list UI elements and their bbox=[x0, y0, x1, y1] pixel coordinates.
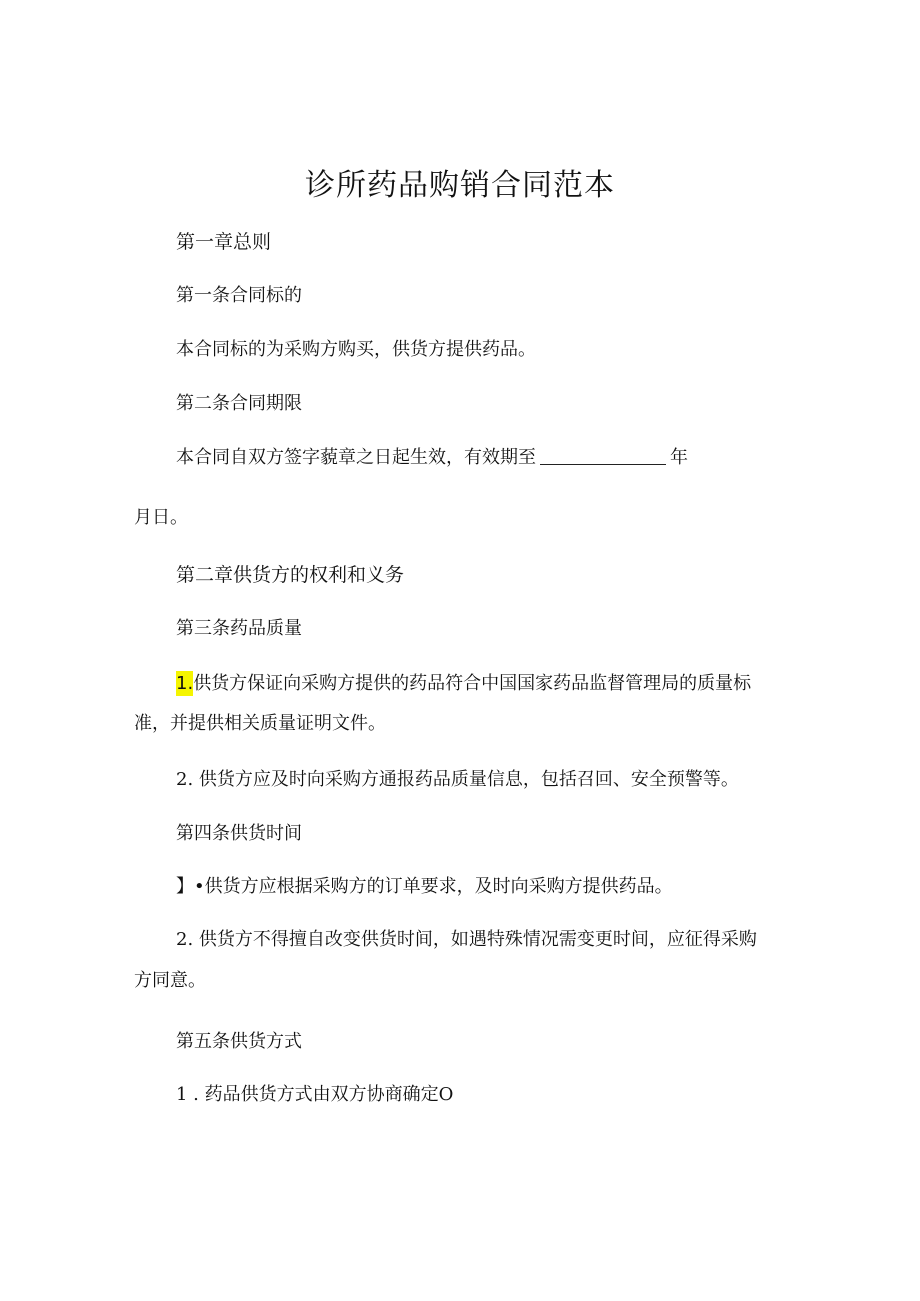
article-3-title: 第三条药品质量 bbox=[176, 618, 302, 639]
date-blank-line bbox=[540, 446, 666, 465]
article-2-text-continued: 月日。 bbox=[134, 507, 188, 528]
article-4-item-2-continued: 方同意。 bbox=[134, 970, 206, 991]
article-3-item-1 bbox=[176, 672, 751, 696]
article-4-item-2: 2. 供货方不得擅自改变供货时间，如遇特殊情况需变更时间，应征得采购 bbox=[176, 929, 757, 950]
article-2-text bbox=[176, 446, 688, 470]
article-2-title: 第二条合同期限 bbox=[176, 393, 302, 414]
document-title: 诊所药品购销合同范本 bbox=[305, 168, 615, 203]
article-2-text-year: 年 bbox=[670, 447, 688, 468]
article-3-item-2: 2. 供货方应及时向采购方通报药品质量信息，包括召回、安全预警等。 bbox=[176, 769, 739, 790]
highlighted-item-number: 1. bbox=[176, 673, 194, 694]
chapter-1-heading: 第一章总则 bbox=[176, 231, 272, 253]
article-3-item-1-continued: 准，并提供相关质量证明文件。 bbox=[134, 713, 386, 734]
chapter-2-heading: 第二章供货方的权利和义务 bbox=[176, 564, 405, 586]
article-5-title: 第五条供货方式 bbox=[176, 1031, 302, 1052]
article-4-title: 第四条供货时间 bbox=[176, 823, 302, 844]
article-1-title: 第一条合同标的 bbox=[176, 285, 302, 306]
article-5-item-1: 1 . 药品供货方式由双方协商确定O bbox=[176, 1084, 454, 1105]
article-2-text-start: 本合同自双方签字藐章之日起生效，有效期至 bbox=[176, 447, 536, 468]
article-1-text: 本合同标的为采购方购买，供货方提供药品。 bbox=[176, 339, 536, 360]
article-3-item-1-text: 供货方保证向采购方提供的药品符合中国国家药品监督管理局的质量标 bbox=[193, 673, 752, 694]
article-4-item-1: 】•供货方应根据采购方的订单要求，及时向采购方提供药品。 bbox=[176, 876, 673, 897]
